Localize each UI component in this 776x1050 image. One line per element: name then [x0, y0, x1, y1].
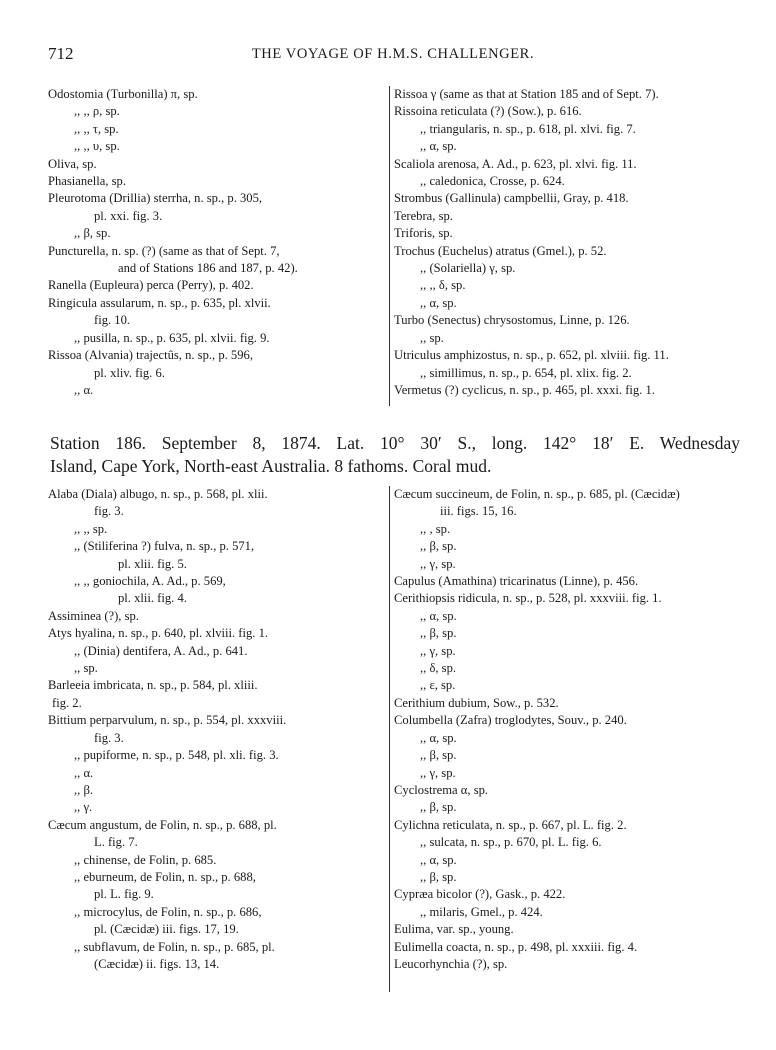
entry-text: Cæcum succineum, de Folin, n. sp., p. 685, pl. (Cæcidæ): [394, 487, 680, 501]
station-185-species-list: [48, 86, 738, 408]
list-item: [48, 608, 383, 625]
list-item: [394, 643, 738, 660]
entry-text: Vermetus (?) cyclicus, n. sp., p. 465, pl. xxxi. fig. 1.: [394, 382, 655, 397]
list-item: [394, 852, 738, 869]
list-item: [48, 330, 383, 347]
list-item: [394, 521, 738, 538]
list-item: [48, 347, 383, 364]
entry-text: ,, β, sp.: [420, 869, 457, 884]
running-title: THE VOYAGE OF H.M.S. CHALLENGER.: [251, 46, 535, 62]
entry-text: Strombus (Gallinula) campbellii, Gray, p. 418.: [394, 191, 629, 206]
entry-text: ,, sulcata, n. sp., p. 670, pl. L. fig. 6.: [420, 835, 602, 850]
entry-text: Eulimella coacta, n. sp., p. 498, pl. xxxiii. fig. 4.: [394, 939, 638, 954]
list-item: [394, 573, 738, 590]
list-item: [394, 121, 738, 138]
list-item: [394, 660, 738, 677]
entry-text: Phasianella, sp.: [48, 174, 126, 189]
entry-text: Cæcum angustum, de Folin, n. sp., p. 688, pl.: [48, 817, 277, 832]
entry-text: ,, ,, τ, sp.: [74, 121, 119, 136]
right-column: [394, 486, 738, 973]
column-divider: [389, 486, 390, 992]
list-item: [394, 208, 738, 225]
list-item: [394, 156, 738, 173]
list-item: [48, 852, 383, 869]
list-item: [394, 538, 738, 555]
entry-text: ,, γ, sp.: [420, 765, 456, 780]
entry-text: ,, subflavum, de Folin, n. sp., p. 685, pl.: [74, 939, 275, 954]
entry-text: ,, triangularis, n. sp., p. 618, pl. xlvi. fig. 7.: [420, 121, 636, 136]
list-item: [394, 382, 738, 399]
entry-text: pl. xxi. fig. 3.: [94, 208, 163, 223]
page-number: 712: [48, 44, 74, 63]
list-item: [394, 956, 738, 973]
entry-text: ,, α, sp.: [420, 608, 457, 623]
entry-text: ,, pusilla, n. sp., p. 635, pl. xlvii. fig. 9.: [74, 330, 270, 345]
list-item: [48, 939, 383, 956]
entry-text: Bittium perparvulum, n. sp., p. 554, pl. xxxviii.: [48, 713, 287, 728]
entry-text: ,, β, sp.: [420, 539, 457, 554]
list-item: [48, 869, 383, 886]
list-item: [394, 173, 738, 190]
list-item: [394, 590, 738, 607]
entry-text: iii. figs. 15, 16.: [440, 504, 517, 519]
right-column: [394, 86, 738, 399]
entry-text: Columbella (Zafra) troglodytes, Souv., p. 240.: [394, 713, 627, 728]
entry-text: ,, γ.: [74, 800, 93, 815]
list-item: [48, 677, 383, 694]
entry-text: ,, (Stiliferina ?) fulva, n. sp., p. 571,: [74, 539, 255, 554]
entry-text: Oliva, sp.: [48, 156, 97, 171]
list-item: [48, 904, 383, 921]
list-item: [48, 712, 383, 729]
list-item: [48, 747, 383, 764]
list-item: [48, 799, 383, 816]
list-item: [394, 556, 738, 573]
entry-text: Turbo (Senectus) chrysostomus, Linne, p. 126.: [394, 313, 630, 328]
list-item: [394, 747, 738, 764]
list-item: [48, 921, 383, 938]
list-item: [48, 86, 383, 103]
entry-text: pl. L. fig. 9.: [94, 887, 154, 902]
list-item: [394, 365, 738, 382]
list-item: [394, 730, 738, 747]
list-item: [394, 886, 738, 903]
entry-text: ,, β.: [74, 782, 94, 797]
entry-text: ,, α.: [74, 382, 94, 397]
list-item: [394, 86, 738, 103]
station-heading-line-2: Island, Cape York, North-east Australia. 8 fathoms. Coral mud.: [50, 456, 492, 476]
list-item: [394, 503, 738, 520]
entry-text: Cylichna reticulata, n. sp., p. 667, pl. L. fig. 2.: [394, 817, 627, 832]
entry-text: ,, γ, sp.: [420, 556, 456, 571]
list-item: [48, 538, 383, 555]
list-item: [394, 625, 738, 642]
entry-text: fig. 10.: [94, 313, 131, 328]
entry-text: Puncturella, n. sp. (?) (same as that of Sept. 7,: [48, 243, 280, 258]
list-item: [394, 295, 738, 312]
entry-text: ,, β, sp.: [74, 226, 111, 241]
list-item: [394, 695, 738, 712]
list-item: [48, 730, 383, 747]
list-item: [394, 138, 738, 155]
entry-text: Cypræa bicolor (?), Gask., p. 422.: [394, 887, 566, 902]
entry-text: ,, ,, δ, sp.: [420, 278, 466, 293]
entry-text: Rissoa γ (same as that at Station 185 and of Sept. 7).: [394, 87, 659, 101]
list-item: [394, 225, 738, 242]
entry-text: ,, γ, sp.: [420, 643, 456, 658]
entry-text: and of Stations 186 and 187, p. 42).: [118, 261, 298, 276]
entry-text: ,, ,, ρ, sp.: [74, 104, 120, 119]
entry-text: Assiminea (?), sp.: [48, 608, 139, 623]
entry-text: Rissoina reticulata (?) (Sow.), p. 616.: [394, 104, 582, 119]
list-item: [48, 260, 383, 277]
list-item: [48, 886, 383, 903]
entry-text: ,, simillimus, n. sp., p. 654, pl. xlix. fig. 2.: [420, 365, 632, 380]
list-item: [48, 138, 383, 155]
entry-text: ,, caledonica, Crosse, p. 624.: [420, 174, 565, 189]
list-item: [48, 956, 383, 973]
list-item: [394, 608, 738, 625]
entry-text: ,, α, sp.: [420, 139, 457, 154]
list-item: [48, 765, 383, 782]
list-item: [48, 190, 383, 207]
list-item: [48, 625, 383, 642]
entry-text: Rissoa (Alvania) trajectûs, n. sp., p. 596,: [48, 348, 253, 363]
station-heading-line-1: Station 186. September 8, 1874. Lat. 10° 30′ S., long. 142° 18′ E. Wednesday: [50, 433, 740, 453]
list-item: [48, 121, 383, 138]
entry-text: ,, eburneum, de Folin, n. sp., p. 688,: [74, 869, 256, 884]
list-item: [48, 695, 383, 712]
list-item: [394, 677, 738, 694]
entry-text: ,, (Dinia) dentifera, A. Ad., p. 641.: [74, 643, 248, 658]
entry-text: Odostomia (Turbonilla) π, sp.: [48, 87, 198, 101]
entry-text: Leucorhynchia (?), sp.: [394, 956, 508, 971]
list-item: [48, 365, 383, 382]
list-item: [394, 330, 738, 347]
entry-text: ,, ,, sp.: [74, 521, 108, 536]
list-item: [48, 556, 383, 573]
list-item: [48, 573, 383, 590]
list-item: [48, 173, 383, 190]
list-item: [394, 904, 738, 921]
entry-text: ,, , sp.: [420, 521, 451, 536]
list-item: [48, 521, 383, 538]
list-item: [48, 312, 383, 329]
entry-text: fig. 3.: [94, 504, 124, 519]
entry-text: Ringicula assularum, n. sp., p. 635, pl. xlvii.: [48, 295, 271, 310]
entry-text: ,, ε, sp.: [420, 678, 456, 693]
list-item: [394, 277, 738, 294]
entry-text: ,, δ, sp.: [420, 661, 457, 676]
entry-text: pl. xlii. fig. 5.: [118, 556, 187, 571]
left-column: [48, 86, 383, 399]
list-item: [394, 103, 738, 120]
list-item: [394, 765, 738, 782]
list-item: [394, 782, 738, 799]
left-column: [48, 486, 383, 973]
entry-text: Cyclostrema α, sp.: [394, 782, 489, 797]
entry-text: ,, (Solariella) γ, sp.: [420, 261, 516, 276]
entry-text: Scaliola arenosa, A. Ad., p. 623, pl. xlvi. fig. 11.: [394, 156, 637, 171]
entry-text: Triforis, sp.: [394, 226, 453, 241]
entry-text: (Cæcidæ) ii. figs. 13, 14.: [94, 956, 220, 971]
list-item: [394, 712, 738, 729]
list-item: [48, 295, 383, 312]
list-item: [48, 225, 383, 242]
list-item: [394, 347, 738, 364]
entry-text: pl. xliv. fig. 6.: [94, 365, 165, 380]
entry-text: pl. xlii. fig. 4.: [118, 591, 187, 606]
entry-text: Terebra, sp.: [394, 208, 453, 223]
list-item: [394, 939, 738, 956]
entry-text: Cerithiopsis ridicula, n. sp., p. 528, pl. xxxviii. fig. 1.: [394, 591, 662, 606]
entry-text: ,, β, sp.: [420, 626, 457, 641]
station-heading: [50, 432, 740, 478]
list-item: [48, 817, 383, 834]
list-item: [48, 103, 383, 120]
page-header: [48, 44, 738, 66]
entry-text: Ranella (Eupleura) perca (Perry), p. 402.: [48, 278, 254, 293]
list-item: [394, 799, 738, 816]
entry-text: ,, α.: [74, 765, 94, 780]
entry-text: Utriculus amphizostus, n. sp., p. 652, pl. xlviii. fig. 11.: [394, 348, 669, 363]
entry-text: ,, α, sp.: [420, 852, 457, 867]
station-186-species-list: [48, 486, 738, 996]
entry-text: ,, chinense, de Folin, p. 685.: [74, 852, 217, 867]
entry-text: Cerithium dubium, Sow., p. 532.: [394, 695, 559, 710]
entry-text: pl. (Cæcidæ) iii. figs. 17, 19.: [94, 922, 239, 937]
entry-text: fig. 2.: [52, 695, 82, 710]
entry-text: Eulima, var. sp., young.: [394, 922, 514, 937]
list-item: [48, 590, 383, 607]
entry-text: ,, α, sp.: [420, 730, 457, 745]
entry-text: Trochus (Euchelus) atratus (Gmel.), p. 52.: [394, 243, 607, 258]
entry-text: Pleurotoma (Drillia) sterrha, n. sp., p. 305,: [48, 191, 263, 206]
list-item: [48, 834, 383, 851]
entry-text: fig. 3.: [94, 730, 124, 745]
list-item: [48, 208, 383, 225]
list-item: [48, 660, 383, 677]
list-item: [394, 921, 738, 938]
entry-text: ,, β, sp.: [420, 800, 457, 815]
list-item: [394, 243, 738, 260]
list-item: [394, 260, 738, 277]
entry-text: Capulus (Amathina) tricarinatus (Linne), p. 456.: [394, 574, 639, 589]
list-item: [394, 312, 738, 329]
list-item: [394, 486, 738, 503]
list-item: [48, 277, 383, 294]
list-item: [48, 486, 383, 503]
list-item: [48, 643, 383, 660]
entry-text: Barleeia imbricata, n. sp., p. 584, pl. xliii.: [48, 678, 258, 693]
entry-text: ,, sp.: [74, 661, 98, 676]
list-item: [394, 834, 738, 851]
list-item: [394, 869, 738, 886]
list-item: [48, 382, 383, 399]
entry-text: ,, pupiforme, n. sp., p. 548, pl. xli. fig. 3.: [74, 748, 279, 763]
entry-text: ,, α, sp.: [420, 295, 457, 310]
entry-text: ,, ,, υ, sp.: [74, 139, 120, 154]
list-item: [48, 156, 383, 173]
entry-text: ,, microcylus, de Folin, n. sp., p. 686,: [74, 904, 262, 919]
list-item: [394, 190, 738, 207]
entry-text: Atys hyalina, n. sp., p. 640, pl. xlviii. fig. 1.: [48, 626, 269, 641]
entry-text: ,, milaris, Gmel., p. 424.: [420, 904, 543, 919]
list-item: [48, 503, 383, 520]
list-item: [48, 243, 383, 260]
entry-text: ,, ,, goniochila, A. Ad., p. 569,: [74, 574, 226, 589]
list-item: [48, 782, 383, 799]
entry-text: ,, sp.: [420, 330, 444, 345]
entry-text: Alaba (Diala) albugo, n. sp., p. 568, pl. xlii.: [48, 487, 268, 501]
entry-text: ,, β, sp.: [420, 748, 457, 763]
column-divider: [389, 86, 390, 406]
list-item: [394, 817, 738, 834]
entry-text: L. fig. 7.: [94, 835, 138, 850]
